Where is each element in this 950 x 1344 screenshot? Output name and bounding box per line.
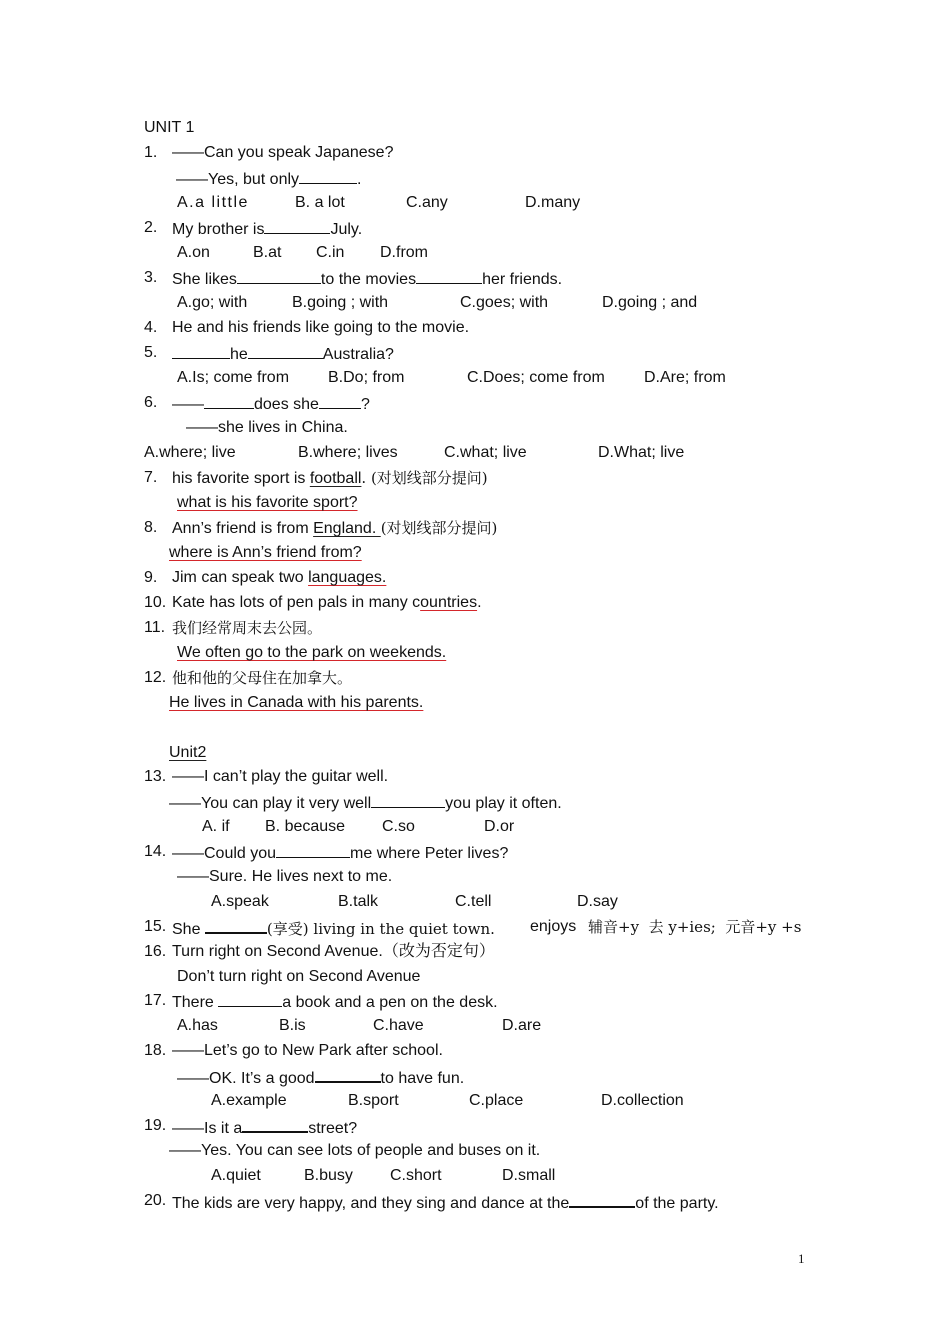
q17-num: 17. <box>144 992 167 1009</box>
q12-text: 他和他的父母住在加拿大。 <box>172 669 353 687</box>
q11-answer: We often go to the park on weekends. <box>177 644 447 661</box>
q2-text: My brother is July. <box>172 218 362 240</box>
answer-blank <box>264 218 330 234</box>
q14-line2: ——Sure. He lives next to me. <box>177 868 393 885</box>
q13-option-a: A. if <box>202 818 230 835</box>
q17-option-d: D.are <box>502 1017 542 1034</box>
q8-text: Ann’s friend is from England. (对划线部分提问) <box>172 519 498 537</box>
answer-blank <box>205 917 267 934</box>
q13-line2: ——You can play it very well you play it often. <box>169 792 562 814</box>
q4-text: He and his friends like going to the movie. <box>172 319 470 336</box>
q6-text: —— does she ? <box>172 393 370 415</box>
q6-option-c: C.what; live <box>444 444 527 461</box>
q18-option-d: D.collection <box>601 1092 684 1109</box>
q6-line2: ——she lives in China. <box>186 419 348 436</box>
q1-line2: ——Yes, but only . <box>176 168 361 190</box>
q4-num: 4. <box>144 319 158 336</box>
q3-num: 3. <box>144 269 158 286</box>
q18-option-c: C.place <box>469 1092 524 1109</box>
q11-text: 我们经常周末去公园。 <box>172 619 323 637</box>
q5-text: he Australia? <box>172 343 394 365</box>
answer-blank <box>416 268 482 284</box>
answer-blank <box>315 1066 381 1083</box>
q17-option-a: A.has <box>177 1017 218 1034</box>
unit2-heading: Unit2 <box>169 744 207 761</box>
q3-option-a: A.go; with <box>177 294 248 311</box>
q7-text: his favorite sport is football. (对划线部分提问) <box>172 469 488 487</box>
q2-option-d: D.from <box>380 244 428 261</box>
q14-num: 14. <box>144 843 167 860</box>
q18-option-b: B.sport <box>348 1092 399 1109</box>
q16-num: 16. <box>144 943 167 960</box>
q5-num: 5. <box>144 344 158 361</box>
q12-answer: He lives in Canada with his parents. <box>169 694 424 711</box>
q20-num: 20. <box>144 1192 167 1209</box>
answer-blank <box>319 393 361 409</box>
answer-blank <box>172 343 230 359</box>
q19-option-d: D.small <box>502 1167 556 1184</box>
q1-num: 1. <box>144 144 158 161</box>
q14-option-a: A.speak <box>211 893 269 910</box>
q7-num: 7. <box>144 469 158 486</box>
q3-option-c: C.goes; with <box>460 294 549 311</box>
q8-num: 8. <box>144 519 158 536</box>
page-number: 1 <box>798 1251 805 1266</box>
answer-blank <box>569 1191 635 1208</box>
q15-text: She (享受) living in the quiet town. <box>172 917 495 940</box>
q14-option-b: B.talk <box>338 893 379 910</box>
answer-blank <box>242 1116 308 1133</box>
q8-answer: where is Ann’s friend from? <box>169 544 362 561</box>
q1-option-b: B. a lot <box>295 194 345 211</box>
q1-line1: ——Can you speak Japanese? <box>172 144 394 161</box>
q2-option-b: B.at <box>253 244 282 261</box>
q19-option-a: A.quiet <box>211 1167 261 1184</box>
q3-option-b: B.going ; with <box>292 294 389 311</box>
q1-option-c: C.any <box>406 194 448 211</box>
q5-option-d: D.Are; from <box>644 369 726 386</box>
q13-line1: ——I can’t play the guitar well. <box>172 768 389 785</box>
q2-num: 2. <box>144 219 158 236</box>
q19-line2: ——Yes. You can see lots of people and buses on it. <box>169 1142 541 1159</box>
q7-answer: what is his favorite sport? <box>177 494 358 511</box>
q16-text: Turn right on Second Avenue.（改为否定句） <box>172 943 495 960</box>
q10-text: Kate has lots of pen pals in many countries. <box>172 594 482 611</box>
answer-blank <box>248 343 323 359</box>
q1-option-d: D.many <box>525 194 581 211</box>
q10-num: 10. <box>144 594 167 611</box>
q13-option-b: B. because <box>265 818 346 835</box>
q5-option-b: B.Do; from <box>328 369 405 386</box>
q18-option-a: A.example <box>211 1092 287 1109</box>
q9-num: 9. <box>144 569 158 586</box>
q15-num: 15. <box>144 918 167 935</box>
answer-blank <box>276 842 350 858</box>
unit1-heading: UNIT 1 <box>144 119 195 136</box>
q14-line1: ——Could you me where Peter lives? <box>172 842 508 864</box>
q17-option-c: C.have <box>373 1017 424 1034</box>
q9-text: Jim can speak two languages. <box>172 569 387 586</box>
answer-blank <box>204 393 254 409</box>
q3-text: She likes to the movies her friends. <box>172 268 562 290</box>
q2-option-a: A.on <box>177 244 210 261</box>
q15-note-rule: 辅音+y 去 y+ies; 元音+y +s <box>588 918 802 936</box>
q14-option-d: D.say <box>577 893 618 910</box>
answer-blank <box>218 991 282 1007</box>
q17-text: There a book and a pen on the desk. <box>172 991 498 1013</box>
q17-option-b: B.is <box>279 1017 306 1034</box>
q18-num: 18. <box>144 1042 167 1059</box>
answer-blank <box>237 268 321 284</box>
q18-line1: ——Let’s go to New Park after school. <box>172 1042 443 1059</box>
q13-num: 13. <box>144 768 167 785</box>
q18-line2: ——OK. It’s a good to have fun. <box>177 1066 464 1089</box>
q14-option-c: C.tell <box>455 893 492 910</box>
q20-text: The kids are very happy, and they sing and dance at the of the party. <box>172 1191 719 1214</box>
q6-option-a: A.where; live <box>144 444 236 461</box>
answer-blank <box>299 168 357 184</box>
q15-note-word: enjoys <box>530 918 577 935</box>
q6-option-d: D.What; live <box>598 444 685 461</box>
q13-option-d: D.or <box>484 818 515 835</box>
q1-option-a: A.a little <box>177 194 249 211</box>
q19-line1: ——Is it a street? <box>172 1116 357 1139</box>
q11-num: 11. <box>144 619 166 636</box>
q2-option-c: C.in <box>316 244 345 261</box>
q6-option-b: B.where; lives <box>298 444 398 461</box>
q5-option-a: A.Is; come from <box>177 369 290 386</box>
q3-option-d: D.going ; and <box>602 294 698 311</box>
q6-num: 6. <box>144 394 158 411</box>
q19-option-b: B.busy <box>304 1167 353 1184</box>
q13-option-c: C.so <box>382 818 415 835</box>
q16-answer: Don’t turn right on Second Avenue <box>177 968 421 985</box>
q12-num: 12. <box>144 669 167 686</box>
answer-blank <box>371 792 445 808</box>
q19-num: 19. <box>144 1117 167 1134</box>
q5-option-c: C.Does; come from <box>467 369 605 386</box>
q19-option-c: C.short <box>390 1167 442 1184</box>
